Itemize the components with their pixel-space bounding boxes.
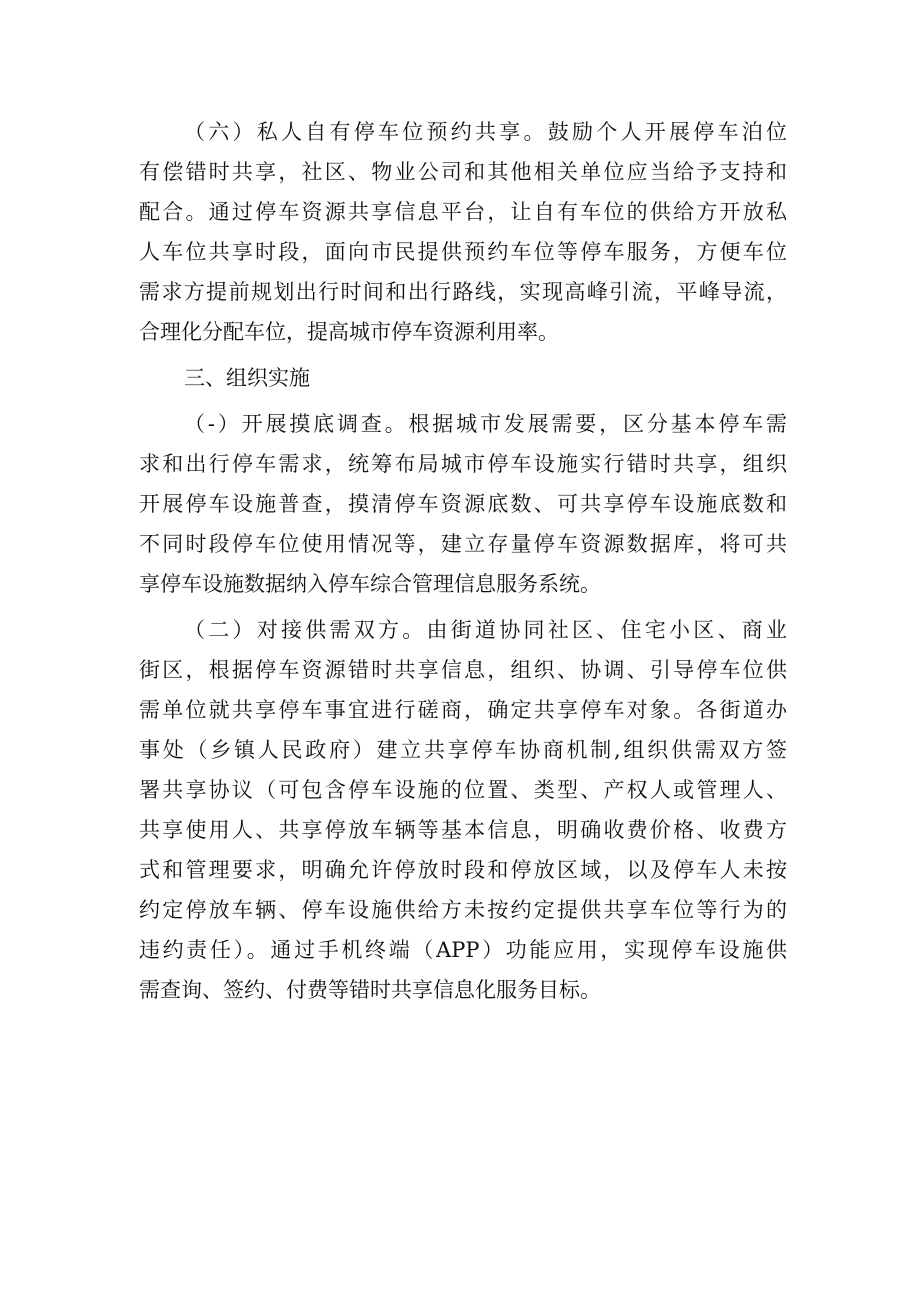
paragraph-line: 需单位就共享停车事宜进行磋商，确定共享停车对象。各街道办 <box>139 698 787 722</box>
paragraph-line: 需求方提前规划出行时间和出行路线，实现高峰引流，平峰导流， <box>139 280 787 304</box>
paragraph-line: 享停车设施数据纳入停车综合管理信息服务系统。 <box>139 572 601 596</box>
section-heading: 三、组织实施 <box>184 366 310 390</box>
paragraph-line: 合理化分配车位，提高城市停车资源利用率。 <box>139 320 559 344</box>
paragraph-supply-demand-matching <box>139 610 787 1010</box>
paragraph-line: 开展停车设施普查，摸清停车资源底数、可共享停车设施底数和 <box>139 492 787 516</box>
paragraph-line: 违约责任）。通过手机终端（APP）功能应用，实现停车设施供 <box>139 938 787 962</box>
paragraph-line: 事处（乡镇人民政府）建立共享停车协商机制,组织供需双方签 <box>139 738 787 762</box>
paragraph-line: 约定停放车辆、停车设施供给方未按约定提供共享车位等行为的 <box>139 898 787 922</box>
paragraph-line: 配合。通过停车资源共享信息平台，让自有车位的供给方开放私 <box>139 200 787 224</box>
section-heading-organization <box>139 358 787 398</box>
paragraph-line: 有偿错时共享，社区、物业公司和其他相关单位应当给予支持和 <box>139 160 787 184</box>
paragraph-line: 需查询、签约、付费等错时共享信息化服务目标。 <box>139 978 601 1002</box>
paragraph-line: 式和管理要求，明确允许停放时段和停放区域，以及停车人未按 <box>139 858 787 882</box>
paragraph-line: （六）私人自有停车位预约共享。鼓励个人开展停车泊位 <box>184 120 787 144</box>
paragraph-line: 求和出行停车需求，统筹布局城市停车设施实行错时共享，组织 <box>139 452 787 476</box>
document-body <box>139 112 787 1010</box>
paragraph-line: 共享使用人、共享停放车辆等基本信息，明确收费价格、收费方 <box>139 818 787 842</box>
paragraph-private-parking-sharing <box>139 112 787 352</box>
paragraph-survey <box>139 404 787 604</box>
paragraph-line: 街区，根据停车资源错时共享信息，组织、协调、引导停车位供 <box>139 658 787 682</box>
paragraph-line: 不同时段停车位使用情况等，建立存量停车资源数据库，将可共 <box>139 532 787 556</box>
paragraph-line: 人车位共享时段，面向市民提供预约车位等停车服务，方便车位 <box>139 240 787 264</box>
paragraph-line: （二）对接供需双方。由街道协同社区、住宅小区、商业 <box>184 618 787 642</box>
paragraph-line: 署共享协议（可包含停车设施的位置、类型、产权人或管理人、 <box>139 778 787 802</box>
paragraph-line: （-）开展摸底调查。根据城市发展需要，区分基本停车需 <box>184 412 787 436</box>
